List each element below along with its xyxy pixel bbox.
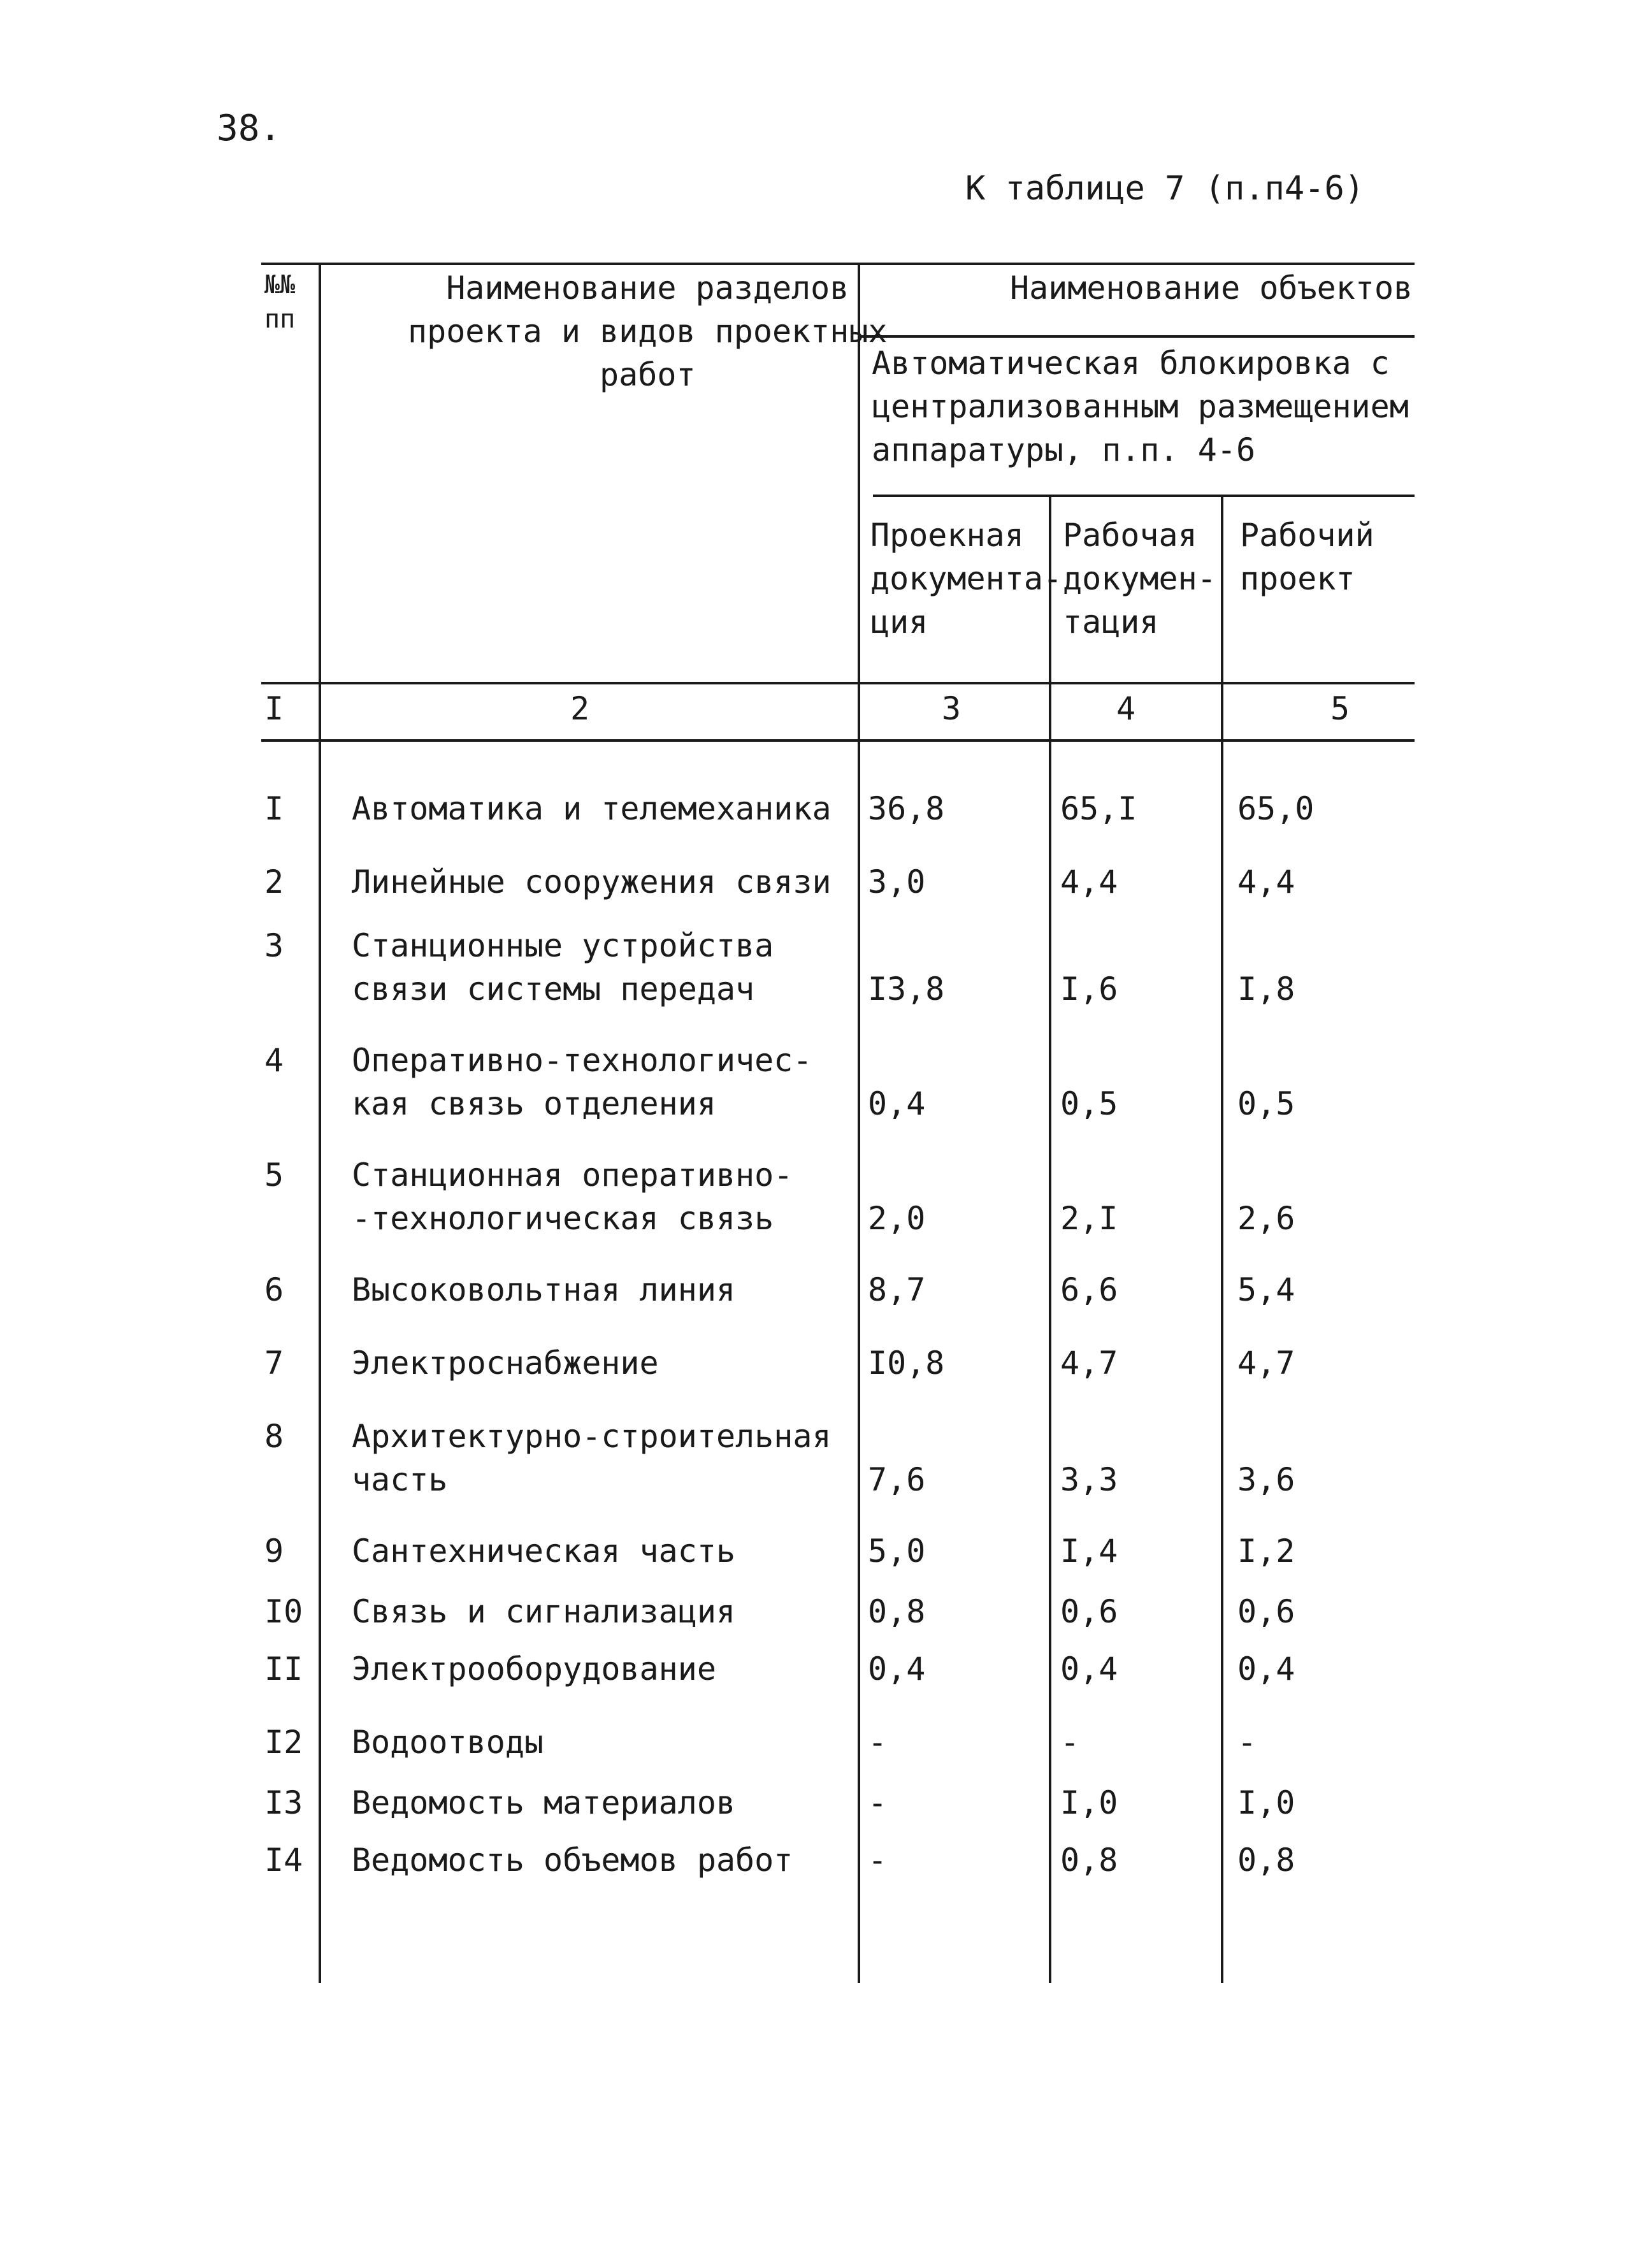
row-section-name: Водоотводы xyxy=(352,1724,544,1761)
row-value-project-documentation: 8,7 xyxy=(868,1271,926,1308)
row-value-working-documentation: 6,6 xyxy=(1060,1271,1118,1308)
row-number: 5 xyxy=(264,1157,284,1194)
row-section-name: Линейные сооружения связи xyxy=(352,863,832,900)
row-value-working-project: 0,8 xyxy=(1237,1842,1295,1879)
row-number: 9 xyxy=(264,1533,284,1570)
row-value-project-documentation: - xyxy=(868,1784,888,1821)
row-value-project-documentation: 2,0 xyxy=(868,1200,926,1237)
column-divider-2 xyxy=(858,263,860,1983)
row-number: I3 xyxy=(264,1784,303,1821)
column-number-4: 4 xyxy=(1116,690,1136,727)
header-section-name: Наименование разделов проекта и видов проектных работ xyxy=(408,270,888,393)
header-working-documentation: Рабочая докумен- тация xyxy=(1063,517,1216,640)
row-value-working-project: 65,0 xyxy=(1237,790,1315,827)
row-section-name: кая связь отделения xyxy=(352,1085,716,1122)
row-value-working-project: 4,7 xyxy=(1237,1345,1295,1382)
row-value-project-documentation: 0,8 xyxy=(868,1593,926,1630)
column-number-3: 3 xyxy=(942,690,962,727)
row-value-working-documentation: 2,I xyxy=(1060,1200,1118,1237)
row-value-working-project: 0,4 xyxy=(1237,1650,1295,1687)
row-value-working-project: - xyxy=(1237,1724,1257,1761)
row-section-name: Электроснабжение xyxy=(352,1345,659,1382)
row-value-working-documentation: 0,5 xyxy=(1060,1085,1118,1122)
row-value-working-project: 4,4 xyxy=(1237,863,1295,900)
row-number: I0 xyxy=(264,1593,303,1630)
row-value-project-documentation: 5,0 xyxy=(868,1533,926,1570)
row-value-working-documentation: I,0 xyxy=(1060,1784,1118,1821)
row-number: II xyxy=(264,1650,303,1687)
header-working-project: Рабочий проект xyxy=(1240,517,1374,597)
row-section-name: Сантехническая часть xyxy=(352,1533,736,1570)
column-divider-4 xyxy=(1221,495,1223,1983)
row-value-working-project: I,0 xyxy=(1237,1784,1295,1821)
row-value-working-documentation: 3,3 xyxy=(1060,1461,1118,1498)
row-section-name: Высоковольтная линия xyxy=(352,1271,736,1308)
row-value-project-documentation: 7,6 xyxy=(868,1461,926,1498)
header-objects: Наименование объектов xyxy=(1010,270,1413,307)
row-value-working-documentation: 0,8 xyxy=(1060,1842,1118,1879)
row-value-working-documentation: I,6 xyxy=(1060,971,1118,1008)
row-number: 7 xyxy=(264,1345,284,1382)
header-bottom-rule xyxy=(261,682,1415,684)
row-value-project-documentation: - xyxy=(868,1842,888,1879)
table-reference: К таблице 7 (п.п4-6) xyxy=(965,170,1365,208)
row-value-working-documentation: 4,7 xyxy=(1060,1345,1118,1382)
row-value-project-documentation: - xyxy=(868,1724,888,1761)
row-value-working-documentation: - xyxy=(1060,1724,1080,1761)
row-value-project-documentation: I3,8 xyxy=(868,971,945,1008)
row-value-project-documentation: 0,4 xyxy=(868,1085,926,1122)
row-section-name: Связь и сигнализация xyxy=(352,1593,736,1630)
object-subdivider-rule xyxy=(873,495,1415,497)
header-number-column: №№ пп xyxy=(264,270,296,334)
row-value-working-documentation: 65,I xyxy=(1060,790,1137,827)
row-section-name: Электрооборудование xyxy=(352,1650,716,1687)
objects-divider-rule xyxy=(860,335,1415,338)
row-value-working-documentation: 4,4 xyxy=(1060,863,1118,900)
row-value-working-documentation: 0,6 xyxy=(1060,1593,1118,1630)
row-section-name: Станционная оперативно- xyxy=(352,1157,793,1194)
row-value-working-project: 5,4 xyxy=(1237,1271,1295,1308)
row-number: I4 xyxy=(264,1842,303,1879)
row-section-name: связи системы передач xyxy=(352,971,755,1008)
column-divider-3 xyxy=(1049,495,1051,1983)
row-number: 2 xyxy=(264,863,284,900)
column-number-5: 5 xyxy=(1330,690,1350,727)
row-value-project-documentation: 0,4 xyxy=(868,1650,926,1687)
page-number: 38. xyxy=(217,108,282,149)
row-number: 6 xyxy=(264,1271,284,1308)
row-number: I xyxy=(264,790,284,827)
row-value-working-project: 0,6 xyxy=(1237,1593,1295,1630)
row-number: I2 xyxy=(264,1724,303,1761)
row-section-name: Оперативно-технологичес- xyxy=(352,1042,812,1079)
column-divider-1 xyxy=(319,263,321,1983)
row-section-name: Станционные устройства xyxy=(352,927,774,964)
row-value-working-project: 3,6 xyxy=(1237,1461,1295,1498)
header-object-name: Автоматическая блокировка с централизованным размещением аппаратуры, п.п. 4-6 xyxy=(872,345,1409,468)
row-value-working-project: 0,5 xyxy=(1237,1085,1295,1122)
row-value-project-documentation: I0,8 xyxy=(868,1345,945,1382)
row-number: 3 xyxy=(264,927,284,964)
column-number-1: I xyxy=(264,690,284,727)
row-value-project-documentation: 36,8 xyxy=(868,790,945,827)
row-section-name: Ведомость объемов работ xyxy=(352,1842,793,1879)
row-section-name: часть xyxy=(352,1461,448,1498)
column-numbers-rule xyxy=(261,739,1415,742)
row-number: 8 xyxy=(264,1418,284,1455)
row-value-working-project: I,2 xyxy=(1237,1533,1295,1570)
row-value-working-project: 2,6 xyxy=(1237,1200,1295,1237)
row-value-project-documentation: 3,0 xyxy=(868,863,926,900)
column-number-2: 2 xyxy=(570,690,590,727)
table-top-rule xyxy=(261,263,1415,265)
row-value-working-documentation: 0,4 xyxy=(1060,1650,1118,1687)
row-value-working-project: I,8 xyxy=(1237,971,1295,1008)
row-value-working-documentation: I,4 xyxy=(1060,1533,1118,1570)
row-section-name: Ведомость материалов xyxy=(352,1784,736,1821)
row-section-name: -технологическая связь xyxy=(352,1200,774,1237)
row-section-name: Автоматика и телемеханика xyxy=(352,790,832,827)
row-section-name: Архитектурно-строительная xyxy=(352,1418,832,1455)
row-number: 4 xyxy=(264,1042,284,1079)
header-project-documentation: Проекная документа- ция xyxy=(870,517,1063,640)
